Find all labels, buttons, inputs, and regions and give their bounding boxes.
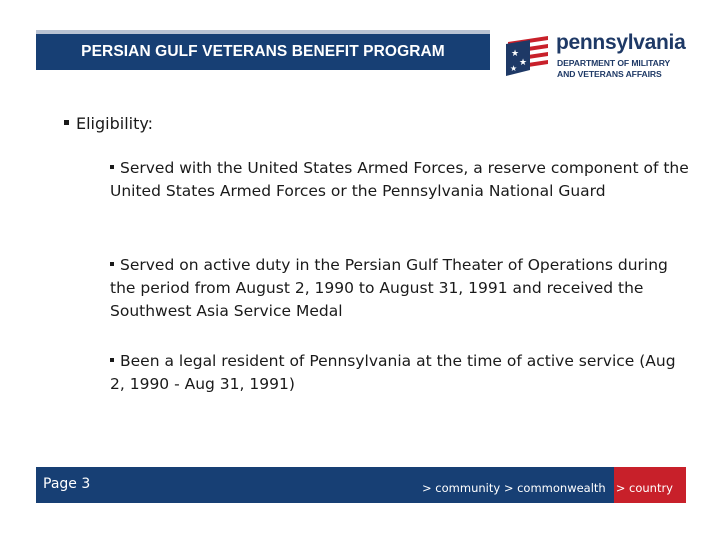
slide-title: PERSIAN GULF VETERANS BENEFIT PROGRAM: [81, 43, 445, 60]
svg-text:★: ★: [510, 64, 518, 73]
bullet-square-icon: [110, 165, 114, 169]
pennsylvania-logo: [504, 30, 694, 86]
logo-subline-2: AND VETERANS AFFAIRS: [557, 69, 662, 79]
sub-bullet-2: [110, 254, 690, 323]
sub-bullet-3: [110, 350, 690, 396]
flag-icon: [504, 30, 552, 80]
footer-tagline: [422, 481, 673, 495]
bullet-square-icon: [64, 120, 69, 125]
title-bar: [36, 30, 490, 70]
bullet-square-icon: [110, 262, 114, 266]
sub-bullet-text: Served on active duty in the Persian Gulf Theater of Operations during the period from August 2, 1990 to August 31, 1991 and received the Southwest Asia Service Medal: [110, 256, 668, 320]
page-number: Page 3: [43, 476, 91, 492]
tagline-part-1: > community > commonwealth: [422, 481, 606, 495]
sub-bullet-text: Been a legal resident of Pennsylvania at the time of active service (Aug 2, 1990 - Aug 31, 1991): [110, 352, 676, 393]
logo-subline: [557, 58, 697, 80]
logo-wordmark: pennsylvania: [556, 31, 686, 54]
sub-bullet-text: Served with the United States Armed Forces, a reserve component of the United States Armed Forces or the Pennsylvania National Guard: [110, 159, 689, 200]
tagline-part-2: > country: [615, 481, 673, 495]
logo-subline-1: DEPARTMENT OF MILITARY: [557, 58, 671, 68]
sub-bullet-1: [110, 157, 690, 203]
footer-bar: [36, 467, 686, 503]
eligibility-heading: [64, 114, 153, 133]
svg-text:★: ★: [519, 58, 528, 68]
bullet-square-icon: [110, 358, 114, 362]
svg-text:★: ★: [511, 49, 520, 59]
eligibility-label: Eligibility:: [76, 114, 154, 133]
